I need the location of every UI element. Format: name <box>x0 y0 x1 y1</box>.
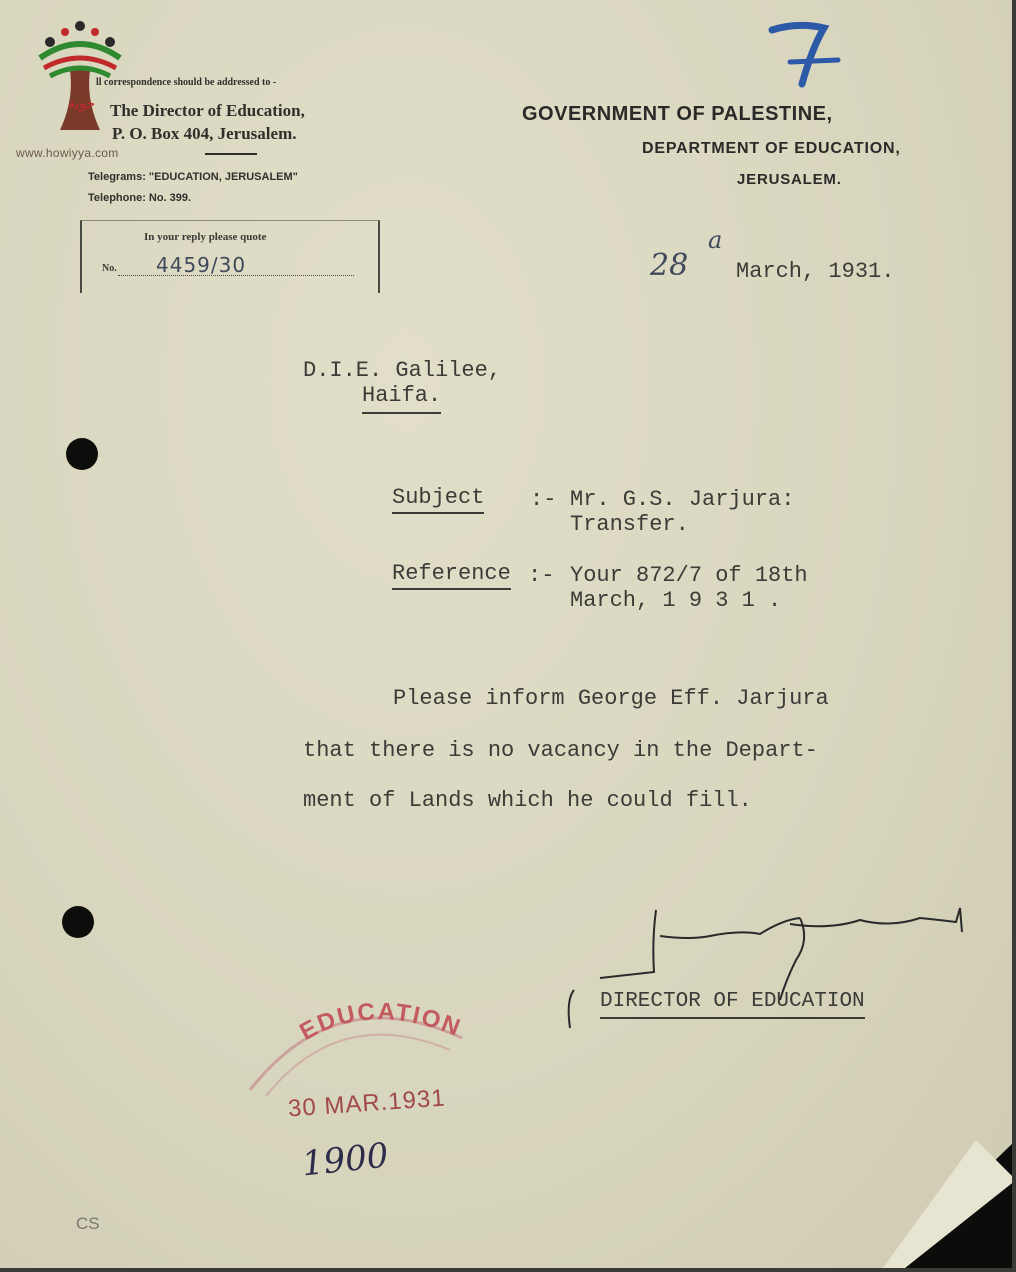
telegrams-line: Telegrams: "EDUCATION, JERUSALEM" <box>88 171 298 183</box>
handwritten-number: 1900 <box>300 1135 391 1185</box>
scan-edge-right <box>1012 0 1016 1272</box>
svg-text:حوية: حوية <box>68 96 96 112</box>
received-stamp-icon <box>236 986 486 1106</box>
reference-line-2: March, 1 9 3 1 . <box>570 588 782 613</box>
government-title: GOVERNMENT OF PALESTINE, <box>522 103 833 125</box>
correspondence-note: ll correspondence should be addressed to - <box>96 77 277 88</box>
reference-line-1: Your 872/7 of 18th <box>570 563 808 588</box>
corner-mark: CS <box>76 1214 100 1233</box>
subject-separator: :- <box>530 487 557 512</box>
punch-hole-top <box>66 438 98 470</box>
subject-label: Subject <box>392 485 484 514</box>
folio-number-mark <box>768 18 848 88</box>
svg-text:7: 7 <box>768 18 769 19</box>
date-day-handwritten: 28 <box>650 248 689 283</box>
city-title: JERUSALEM. <box>737 171 842 188</box>
date-typed: March, 1931. <box>736 259 895 284</box>
reply-reference-number: 4459/30 <box>156 253 247 277</box>
reference-label: Reference <box>392 561 511 590</box>
body-line-1: Please inform George Eff. Jarjura <box>393 686 829 711</box>
telephone-line: Telephone: No. 399. <box>88 192 192 204</box>
subject-line-2: Transfer. <box>570 512 689 537</box>
reference-separator: :- <box>528 563 555 588</box>
date-day-suffix: a <box>708 226 723 254</box>
department-title: DEPARTMENT OF EDUCATION, <box>642 140 901 157</box>
reply-reference-box <box>80 220 380 293</box>
addressee-line-2: Haifa. <box>362 383 441 414</box>
addressee-line-1: D.I.E. Galilee, <box>303 358 502 383</box>
punch-hole-bottom <box>62 906 94 938</box>
body-line-3: ment of Lands which he could fill. <box>303 788 752 813</box>
address-divider <box>205 153 257 155</box>
watermark-url: www.howiyya.com <box>16 146 119 160</box>
scan-edge-bottom <box>0 1268 1016 1272</box>
subject-line-1: Mr. G.S. Jarjura: <box>570 487 795 512</box>
signature-title: DIRECTOR OF EDUCATION <box>600 990 865 1019</box>
folded-corner <box>880 1140 1016 1272</box>
svg-text:EDUCATION: EDUCATION <box>295 998 466 1046</box>
pobox-address-line: P. O. Box 404, Jerusalem. <box>112 124 297 143</box>
body-line-2: that there is no vacancy in the Depart- <box>303 738 818 763</box>
stamp-date: 30 MAR.1931 <box>287 1084 447 1123</box>
reply-no-label: No. <box>102 263 117 274</box>
director-address-line: The Director of Education, <box>110 101 305 120</box>
reply-quote-label: In your reply please quote <box>144 231 267 243</box>
